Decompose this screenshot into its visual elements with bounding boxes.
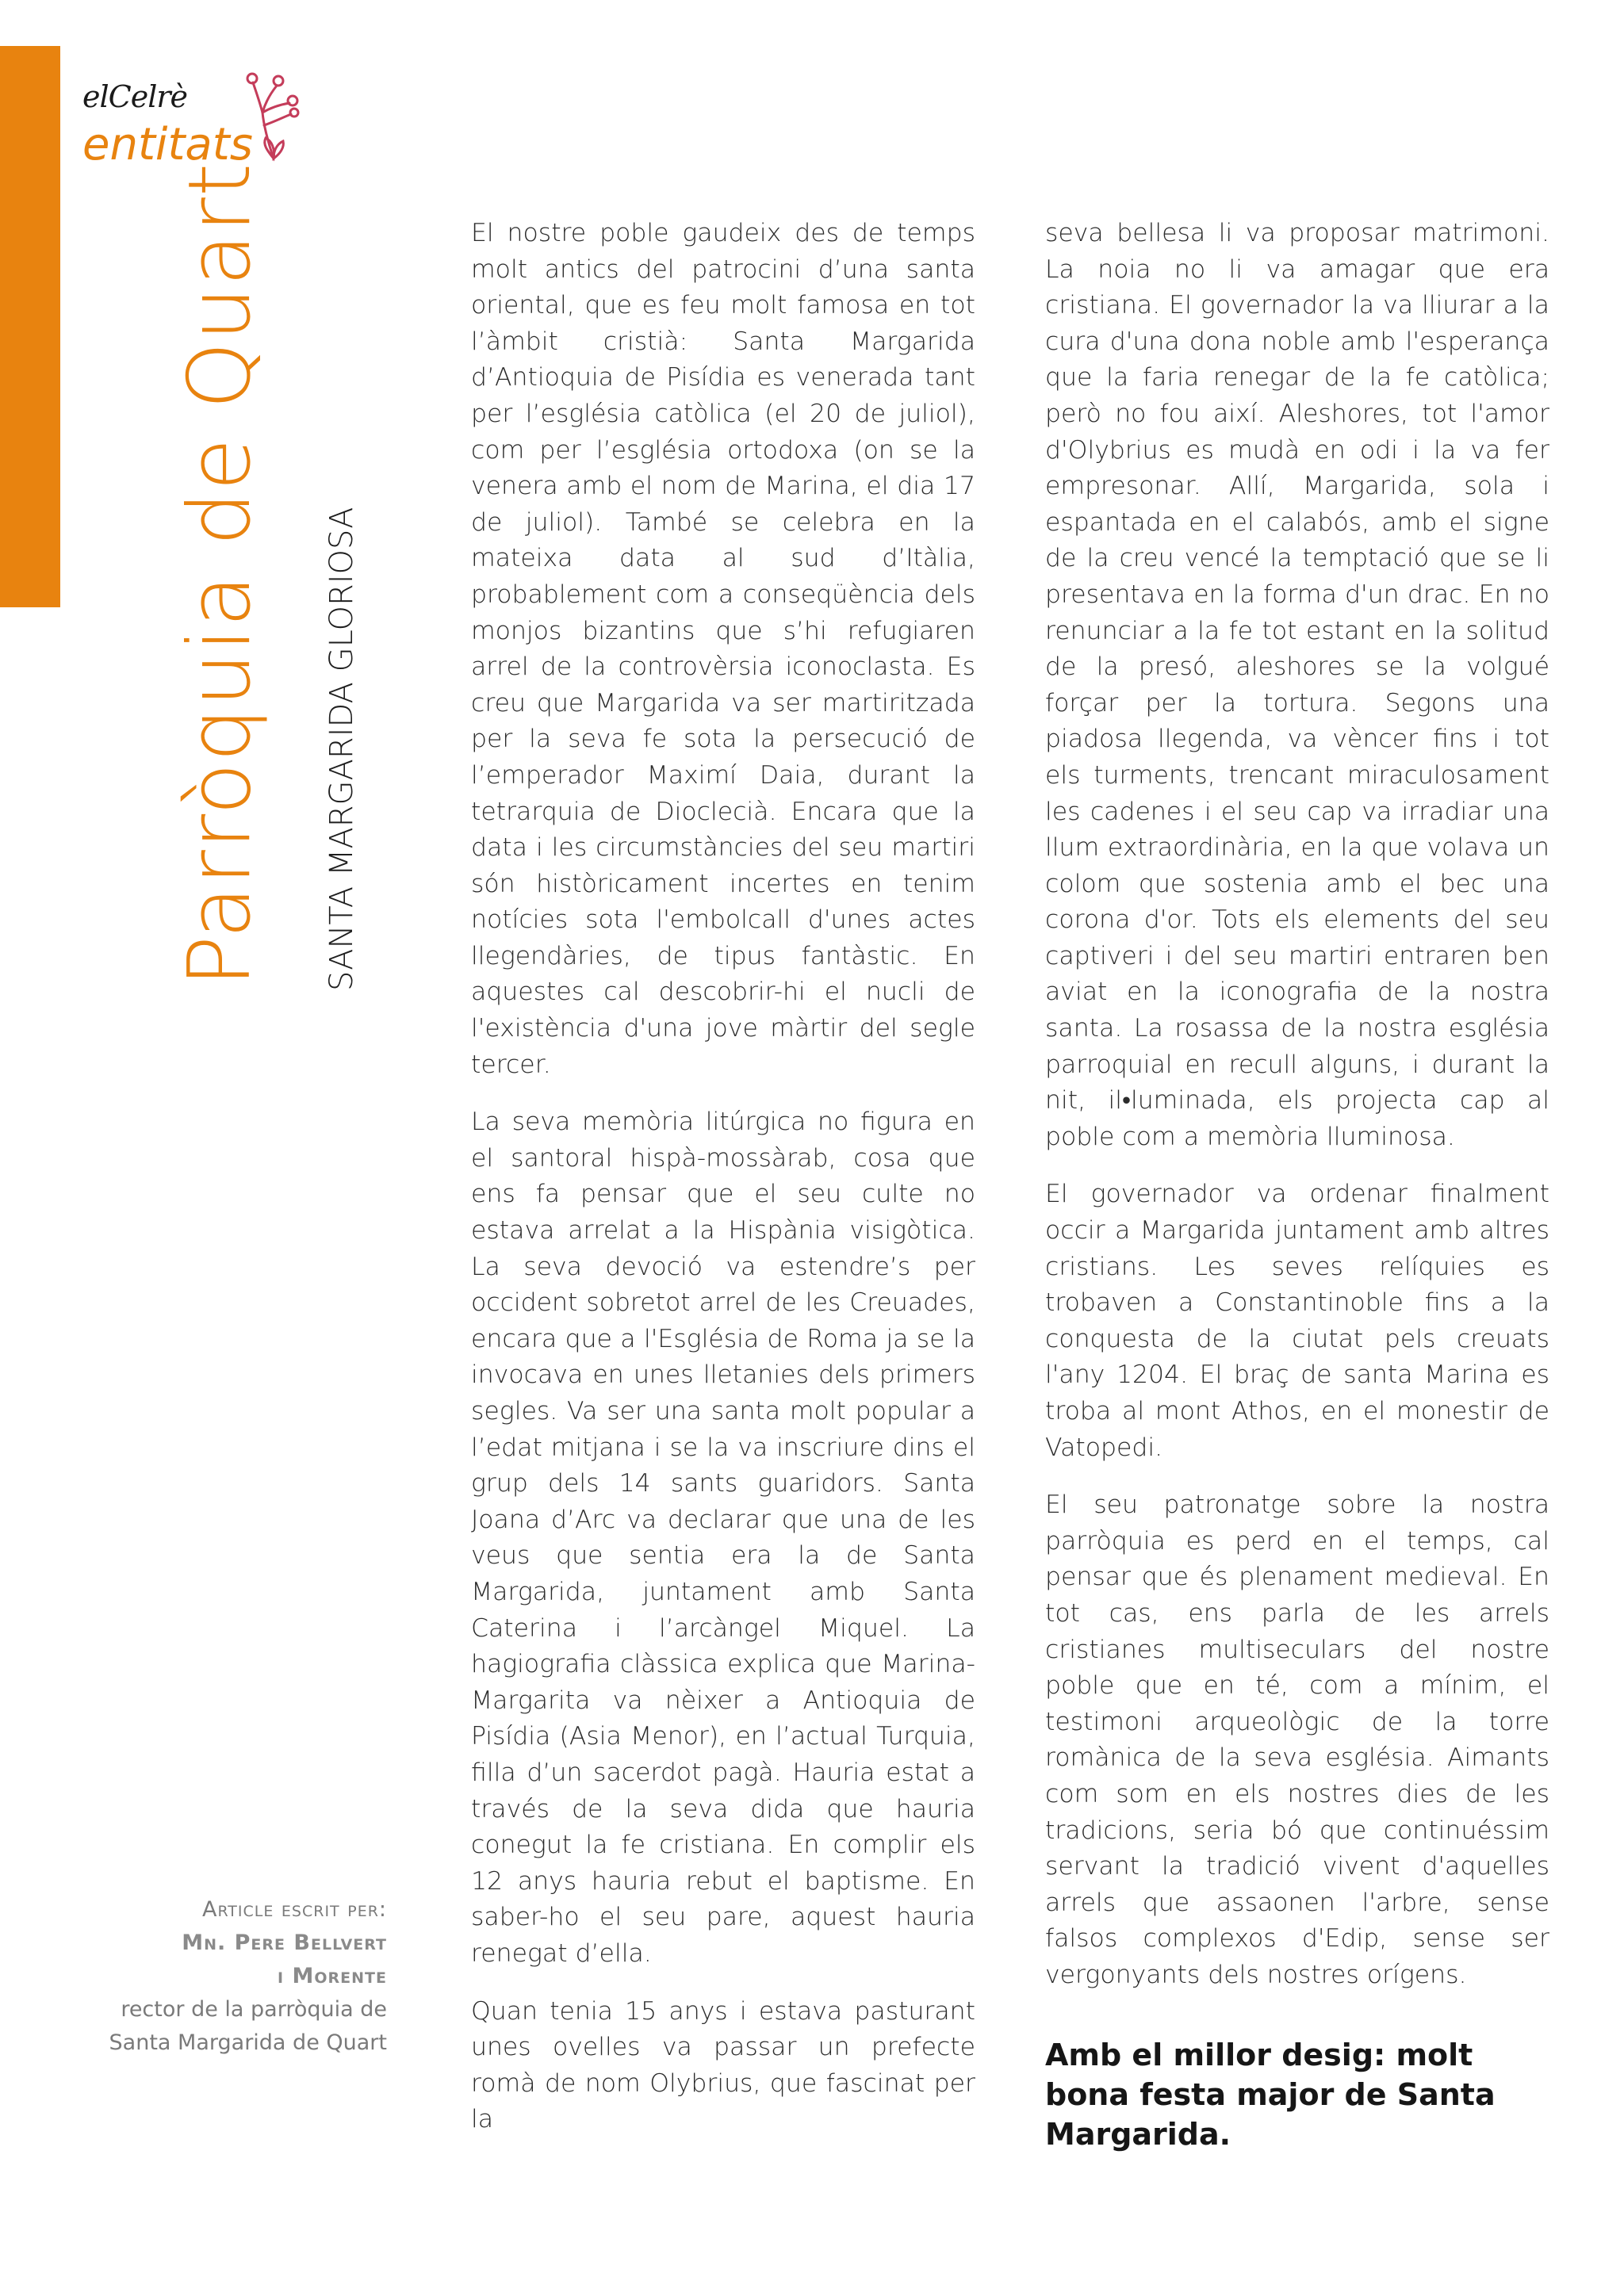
paragraph: La seva memòria litúrgica no figura en el santoral hispà-mossàrab, cosa que ens fa pensar que el seu culte no estava arrelat a la Hispània visigòtica. La seva devoció va estendre’s per occident sobretot arrel de les Creuades, encara que a l'Església de Roma ja se la invocava en unes lletanies dels primers segles. Va ser una santa molt popular a l’edat mitjana i se la va inscriure dins el grup dels 14 sants guaridors. Santa Joana d’Arc va declarar que una de les veus que sentia era la de Santa Margarida, juntament amb Santa Caterina i l’arcàngel Miquel. La hagiografia clàssica explica que Marina-Margarita va nèixer a Antioquia de Pisídia (Asia Menor), en l’actual Turquia, filla d’un sacerdot pagà. Hauria estat a través de la seva dida que hauria conegut la fe cristiana. En complir els 12 anys hauria rebut el baptisme. En saber-ho el seu pare, aquest hauria renegat d’ella. [471, 1108, 975, 1968]
paragraph: seva bellesa li va proposar matrimoni. La noia no li va amagar que era cristiana. El governador la va lliurar a la cura d'una dona noble amb l'esperança que la faria renegar de la fe catòlica; però no fou així. Aleshores, tot l'amor d'Olybrius es mudà en odi i la va fer empresonar. Allí, Margarida, sola i espantada en el calabós, amb el signe de la creu vencé la temptació que se li presentava en la forma d'un drac. En no renunciar a la fe tot estant en la solitud de la presó, aleshores se la volgué forçar per la tortura. Segons una piadosa llegenda, va vèncer fins i tot els turments, trencant miraculosament les cadenes i el seu cap va irradiar una llum extraordinària, en la que volava un colom que sostenia amb el bec una corona d'or. Tots els elements del seu captiveri i del seu martiri entraren ben aviat en la iconografia de la nostra santa. La rosassa de la nostra església parroquial en recull alguns, i durant la nit, il•luminada, els projecta cap al poble com a memòria lluminosa. [1045, 219, 1549, 1151]
article-column-1 [471, 216, 975, 2160]
article-title: Parròquia de Quart [170, 162, 270, 987]
author-name-line2: i Morente [278, 1964, 387, 1988]
paragraph: Quan tenia 15 anys i estava pasturant unes ovelles va passar un prefecte romà de nom Olybrius, que fascinat per la [471, 1996, 975, 2134]
author-name-line1: Mn. Pere Bellvert [182, 1931, 387, 1955]
paragraph: El seu patronatge sobre la nostra parròquia es perd en el temps, cal pensar que és plenament medieval. En tot cas, ens parla de les arrels cristianes multiseculars del nostre poble que en té, com a mínim, el testimoni arqueològic de la torre romànica de la seva església. Aimants com som en els nostres dies de les tradicions, seria bó que continuéssim servant la tradició vivent d'aquelles arrels que assaonen l'arbre, sense falsos complexos d'Edip, sense ser vergonyants dels nostres orígens. [1045, 1490, 1549, 1989]
magazine-logo: elCelrè [82, 79, 188, 114]
section-label: entitats [82, 119, 253, 170]
article-column-2 [1045, 216, 1549, 2175]
author-role-line2: Santa Margarida de Quart [109, 2030, 387, 2055]
flower-sprig-icon [242, 65, 305, 168]
credit-intro: Article escrit per: [201, 1897, 387, 1922]
article-subtitle: SANTA MARGARIDA GLORIOSA [324, 507, 360, 991]
paragraph: El nostre poble gaudeix des de temps molt antics del patrocini d’una santa oriental, que es feu molt famosa en tot l’àmbit cristià: Santa Margarida d’Antioquia de Pisídia es venerada tant per l’església catòlica (el 20 de juliol), com per l’església ortodoxa (on se la venera amb el nom de Marina, el dia 17 de juliol). També se celebra en la mateixa data al sud d’Itàlia, probablement com a conseqüència dels monjos bizantins que s’hi refugiaren arrel de la controvèrsia iconoclasta. Es creu que Margarida va ser martiritzada per la seva fe sota la persecució de l’emperador Maximí Daia, durant la tetrarquia de Dioclecià. Encara que la data i les circumstàncies del seu martiri són històricament incertes en tenim notícies sota l'embolcall d'unes actes llegendàries, de tipus fantàstic. En aquestes cal descobrir-hi el nucli de l'existència d'una jove màrtir del segle tercer. [471, 219, 975, 1079]
accent-bar [0, 46, 60, 607]
author-role-line1: rector de la parròquia de [121, 1997, 387, 2022]
paragraph: El governador va ordenar finalment occir a Margarida juntament amb altres cristians. Les seves relíquies es trobaven a Constantinoble fins a la conquesta de la ciutat pels creuats l'any 1204. El braç de santa Marina es troba al mont Athos, en el monestir de Vatopedi. [1045, 1180, 1549, 1462]
author-credit [109, 1893, 387, 2060]
closing-wish: Amb el millor desig: molt bona festa major de Santa Margarida. [1045, 2037, 1496, 2152]
